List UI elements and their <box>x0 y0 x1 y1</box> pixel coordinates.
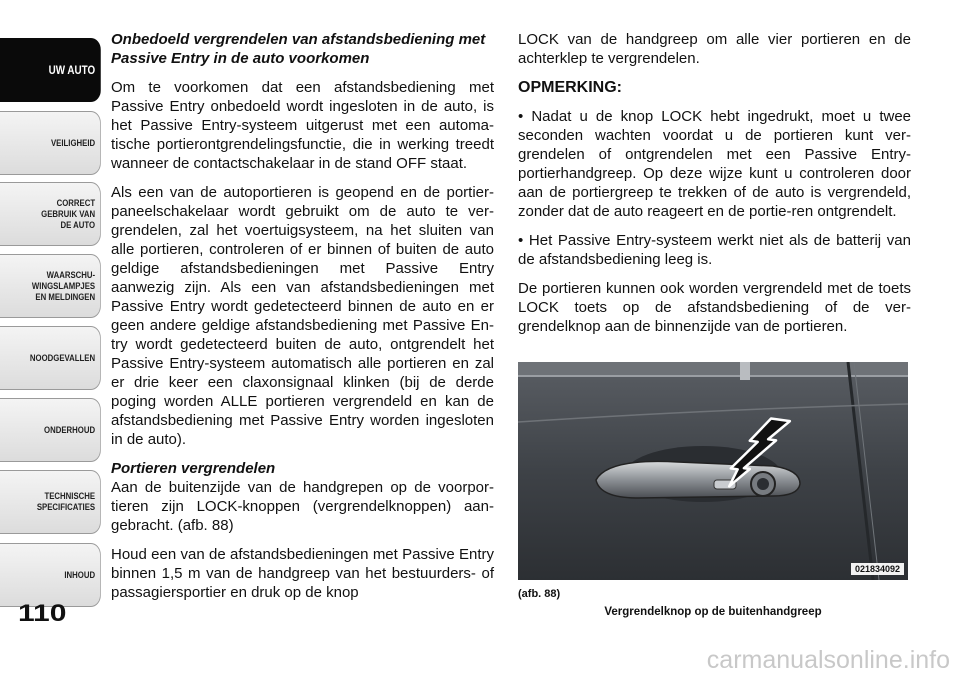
tab-inhoud[interactable]: INHOUD <box>0 543 101 607</box>
tab-noodgevallen[interactable]: NOODGEVALLEN <box>0 326 101 390</box>
paragraph: Aan de buitenzijde van de handgrepen op de voorpor-tieren zijn LOCK-knoppen (vergrendelknoppen) aan-gebracht. (afb. 88) <box>111 479 494 534</box>
paragraph: Als een van de autoportieren is geopend en de portier-paneelschakelaar wordt gebruikt om de auto te ver-grendelen, zal het voertuigsysteem, na het sluiten van alle portieren, controleren of er binnen of buiten de auto geldige afstandsbedieningen met Passive Entry aanwezig zijn. Als een van afstandsbedieningen met Passive Entry wordt gedetecteerd binnen de auto en er geen andere geldige afstandsbediening met Passive En-try wordt gedetecteerd buiten de auto, ontgrendelt het Passive Entry-systeem automatisch alle portieren en zal er drie keer een claxonsignaal klinken (bij de derde poging worden ALLE portieren vergrendeld en kan de afstandsbediening met Passive Entry worden ingesloten in de auto). <box>111 184 494 448</box>
tab-waarschuwingslampjes[interactable]: WAARSCHU- WINGSLAMPJES EN MELDINGEN <box>0 254 101 318</box>
section-heading: Onbedoeld vergrendelen van afstandsbediening met Passive Entry in de auto voorkomen <box>111 31 486 67</box>
left-column <box>111 30 494 612</box>
tab-technische-specificaties[interactable]: TECHNISCHE SPECIFICATIES <box>0 470 101 534</box>
paragraph: De portieren kunnen ook worden vergrendeld met de toets LOCK toets op de afstandsbediening of de ver-grendelknop aan de binnenzijde van de portieren. <box>518 280 911 335</box>
tab-onderhoud[interactable]: ONDERHOUD <box>0 398 101 462</box>
paragraph: Om te voorkomen dat een afstandsbediening met Passive Entry onbedoeld wordt ingesloten in de auto, is het Passive Entry-systeem uitgerust met een automa-tische portierontgrendelingsfunctie, die in werking treedt wanneer de contactschakelaar in de stand OFF staat. <box>111 79 494 172</box>
right-column <box>518 30 911 346</box>
paragraph: LOCK van de handgreep om alle vier portieren en de achterklep te vergrendelen. <box>518 31 911 67</box>
chapter-tabs <box>0 0 103 600</box>
door-handle-illustration <box>518 362 908 580</box>
figure-caption: Vergrendelknop op de buitenhandgreep <box>604 606 822 618</box>
tab-uw-auto[interactable]: UW AUTO <box>0 38 101 102</box>
paragraph: Houd een van de afstandsbedieningen met Passive Entry binnen 1,5 m van de handgreep van het bestuurders- of passagiersportier en druk op de knop <box>111 546 494 601</box>
page-number: 110 <box>18 600 67 627</box>
note-bullet: • Het Passive Entry-systeem werkt niet als de batterij van de afstandsbediening leeg is. <box>518 232 911 268</box>
tab-veiligheid[interactable]: VEILIGHEID <box>0 111 101 175</box>
note-bullet: • Nadat u de knop LOCK hebt ingedrukt, moet u twee seconden wachten voordat u de portieren kunt ver-grendelen of ontgrendelen met een Passive Entry-portierhandgreep. Op deze wijze kunt u controleren door aan de portiergreep te trekken of de auto is vergrendeld, zonder dat de auto reageert en de portie-ren ontgrendelt. <box>518 108 911 220</box>
figure-code: 021834092 <box>851 563 904 575</box>
watermark: carmanualsonline.info <box>706 646 950 674</box>
figure-reference: (afb. 88) <box>518 588 561 600</box>
tab-correct-gebruik[interactable]: CORRECT GEBRUIK VAN DE AUTO <box>0 182 101 246</box>
door-handle-figure <box>518 362 908 580</box>
note-title: OPMERKING: <box>518 79 622 96</box>
section-heading: Portieren vergrendelen <box>111 460 276 477</box>
